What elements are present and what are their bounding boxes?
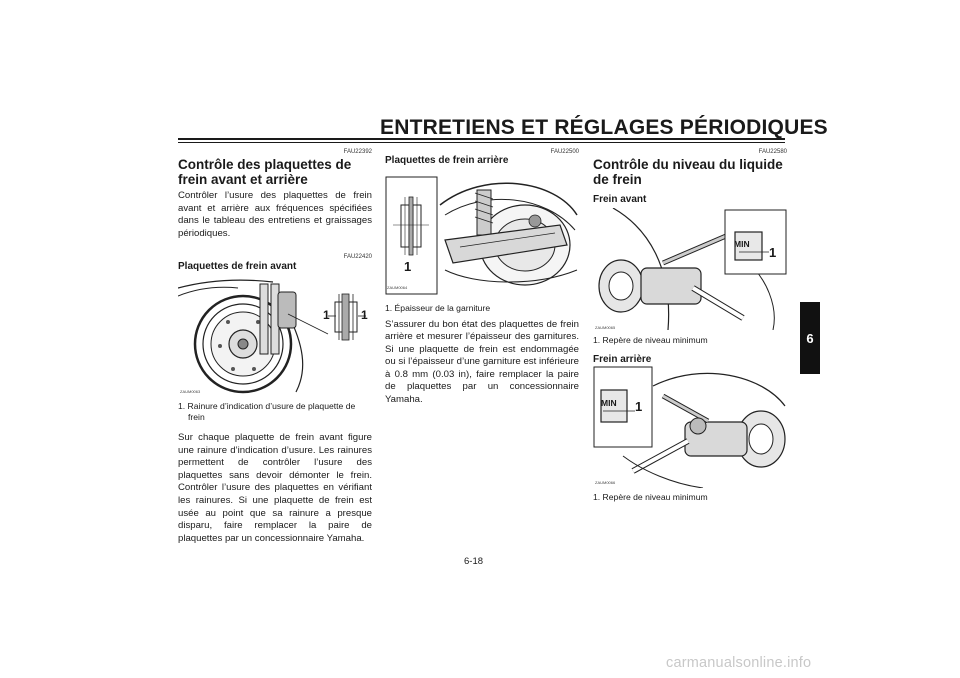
figure-label: 1 (404, 259, 412, 274)
front-fluid-caption: 1. Repère de niveau minimum (593, 335, 708, 345)
column-3-lower (593, 492, 787, 503)
header-rule (178, 138, 785, 140)
chapter-tab: 6 (800, 302, 820, 374)
section-title: Contrôle du niveau du liquide de frein (593, 157, 783, 187)
section-code: FAU22392 (343, 149, 372, 155)
rear-fluid-caption: 1. Repère de niveau minimum (593, 492, 708, 502)
rear-reservoir-drawing (593, 366, 787, 488)
figure-label-right: 1 (361, 308, 368, 322)
section-code: FAU22500 (550, 149, 579, 155)
column-3-middle (593, 335, 787, 366)
figure-label-left: 1 (323, 308, 330, 322)
front-reservoir-drawing (593, 208, 787, 330)
rear-brake-drawing (385, 175, 579, 296)
rear-brake-fluid-illustration (593, 366, 787, 488)
header-rule-thin (178, 142, 785, 143)
subsection-title: Plaquettes de frein arrière (385, 155, 509, 166)
section-code: FAU22580 (758, 149, 787, 155)
front-subtitle: Frein avant (593, 194, 647, 205)
front-brake-drawing (178, 274, 372, 395)
subsection-code: FAU22420 (343, 254, 372, 261)
column-2 (385, 149, 579, 167)
figure-code: ZAUM0065 (595, 325, 616, 330)
front-brake-body: Sur chaque plaquette de frein avant figure une rainure d’indication d’usure. Les rainures permettent de contrôler l’usure des plaquettes sans devoir démonter le frein. Contrôler l’usure des plaquettes en vérifiant les rainures. Si une plaquette de frein est usée au point que sa rainure a presque disparu, faire remplacer la paire de plaquettes par un concessionnaire Yamaha. (178, 432, 372, 544)
min-mark: MIN (734, 239, 750, 249)
figure-label: 1 (635, 399, 643, 414)
figure-code: ZAUM0066 (595, 480, 616, 485)
section-title: Contrôle des plaquettes de frein avant et arrière (178, 157, 352, 187)
rear-figure-caption: 1. Épaisseur de la garniture (385, 303, 491, 313)
page-header-title: ENTRETIENS ET RÉGLAGES PÉRIODIQUES (380, 116, 828, 139)
rear-brake-body: S’assurer du bon état des plaquettes de frein arrière et mesurer l’épaisseur des garnitures. Si une plaquette de frein est endommagée ou si l’épaisseur d’une garniture est inférieure à 0.8 mm (0.03 in), faire remplacer la paire de plaquettes par un concessionnaire Yamaha. (385, 318, 579, 406)
subsection-title: Plaquettes de frein avant (178, 261, 297, 273)
front-figure-caption: 1. Rainure d’indication d’usure de plaquette de frein (178, 401, 356, 422)
page-number: 6-18 (464, 556, 484, 567)
column-3 (593, 149, 787, 206)
figure-label: 1 (769, 245, 777, 260)
column-2-lower (385, 303, 579, 407)
watermark: carmanualsonline.info (666, 655, 812, 671)
column-1-lower (178, 401, 372, 545)
figure-code: ZAUM0064 (387, 285, 408, 290)
intro-text: Contrôler l’usure des plaquettes de frein avant et arrière aux fréquences spécifiées dans le tableau des entretiens et graissages périodiques. (178, 190, 372, 239)
min-mark: MIN (601, 398, 617, 408)
rear-brake-pad-illustration (385, 175, 579, 296)
figure-code: ZAUM0063 (180, 389, 201, 394)
front-brake-fluid-illustration (593, 208, 787, 330)
front-brake-pad-illustration (178, 274, 372, 395)
column-1 (178, 149, 372, 273)
rear-subtitle: Frein arrière (593, 353, 652, 365)
